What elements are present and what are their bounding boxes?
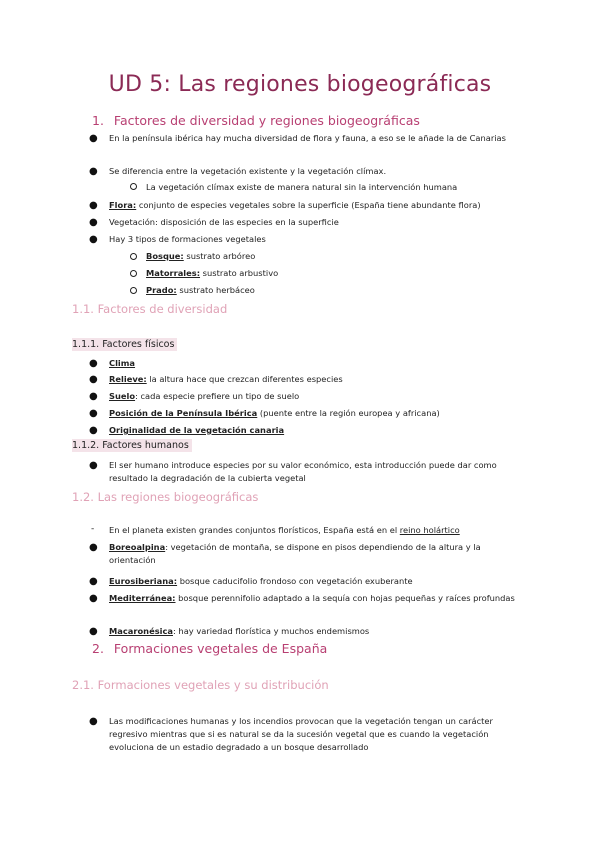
term-text: sustrato herbáceo [176,285,255,295]
dash-bullet-icon: - [91,524,95,534]
section-1-1-2-heading [72,439,192,452]
list-item [109,541,519,567]
term: Originalidad de la vegetación canaria [109,425,285,435]
bullet-icon: ● [89,542,98,553]
list-item [109,592,519,605]
section-number: 1. [92,113,104,128]
bullet-icon: ● [89,166,98,177]
section-number: 2. [92,641,104,656]
list-item: El ser humano introduce especies por su valor económico, esta introducción puede dar como resultado la degradación de la cubierta vegetal [109,460,497,483]
list-item [109,199,481,212]
section-2-heading [92,641,327,656]
bullet-icon: ● [89,626,98,637]
bullet-icon: ● [89,234,98,245]
term: Bosque: [146,251,184,261]
list-item [109,575,413,588]
list-item: En la península ibérica hay mucha diversidad de flora y fauna, a eso se le añade la de Canarias [109,133,506,143]
circle-bullet-icon [130,287,137,294]
term-text: (puente entre la región europea y africana) [257,408,440,418]
section-title: Formaciones vegetales de España [113,641,328,656]
bullet-icon: ● [89,425,98,436]
list-item [109,424,284,437]
section-number: 1.1.1. [72,339,100,350]
list-item [146,267,278,280]
bullet-icon: ● [89,374,98,385]
list-item [109,407,440,420]
bullet-icon: ● [89,576,98,587]
term: Suelo [109,391,136,401]
term: Matorrales: [146,268,201,278]
term: Mediterránea: [109,593,176,603]
list-item [146,250,255,263]
bullet-icon: ● [89,460,98,471]
bullet-icon: ● [89,391,98,402]
term-text: : hay variedad florística y muchos endemismos [173,626,370,636]
term-text: bosque perennifolio adaptado a la sequía con hojas pequeñas y raíces profundas [175,593,515,603]
list-item: Vegetación: disposición de las especies en la superficie [109,217,339,227]
term-text: bosque caducifolio frondoso con vegetación exuberante [177,576,413,586]
section-1-2-heading: 1.2. Las regiones biogeográficas [72,490,259,504]
bullet-icon: ● [89,217,98,228]
term-text: : cada especie prefiere un tipo de suelo [135,391,300,401]
term-text: conjunto de especies vegetales sobre la superficie (España tiene abundante flora) [136,200,481,210]
list-item [109,373,343,386]
term: Posición de la Península Ibérica [109,408,258,418]
list-item: La vegetación clímax existe de manera natural sin la intervención humana [146,182,458,192]
section-1-1-1-heading [72,338,177,351]
list-item [146,284,255,297]
circle-bullet-icon [130,183,137,190]
circle-bullet-icon [130,253,137,260]
term-text: sustrato arbustivo [200,268,279,278]
section-2-1-heading: 2.1. Formaciones vegetales y su distribución [72,678,329,692]
term: Clima [109,358,136,368]
bullet-icon: ● [89,200,98,211]
list-item: Hay 3 tipos de formaciones vegetales [109,234,266,244]
page-title: UD 5: Las regiones biogeográficas [108,72,492,97]
section-title: Factores físicos [102,339,175,350]
term-text: : vegetación de montaña, se dispone en pisos dependiendo de la altura y la orientación [109,542,481,565]
section-title: Factores humanos [102,440,189,451]
term: Prado: [146,285,177,295]
section-1-heading [92,113,420,128]
bullet-icon: ● [89,358,98,369]
term-text: En el planeta existen grandes conjuntos florísticos, España está en el [109,525,400,535]
term-text: sustrato arbóreo [183,251,256,261]
link-text: reino holártico [399,525,460,535]
bullet-icon: ● [89,716,98,727]
list-item [109,390,299,403]
bullet-icon: ● [89,593,98,604]
list-item: Las modificaciones humanas y los incendios provocan que la vegetación tengan un carácter regresivo mientras que si es natural se da la sucesión vegetal que es cuando la vegetación evoluciona de un estadio degradado a un bosque desarrollado [109,716,493,752]
section-number: 1.1.2. [72,440,100,451]
term: Boreoalpina [109,542,166,552]
bullet-icon: ● [89,408,98,419]
term: Macaronésica [109,626,173,636]
circle-bullet-icon [130,270,137,277]
term: Eurosiberiana: [109,576,178,586]
term: Relieve: [109,374,147,384]
list-item [109,524,460,537]
list-item: Se diferencia entre la vegetación existente y la vegetación clímax. [109,166,387,176]
term-text: la altura hace que crezcan diferentes especies [146,374,343,384]
section-title: Factores de diversidad y regiones biogeográficas [113,113,420,128]
term: Flora: [109,200,137,210]
list-item [109,625,369,638]
section-1-1-heading: 1.1. Factores de diversidad [72,302,228,316]
list-item [109,357,135,370]
bullet-icon: ● [89,133,98,144]
